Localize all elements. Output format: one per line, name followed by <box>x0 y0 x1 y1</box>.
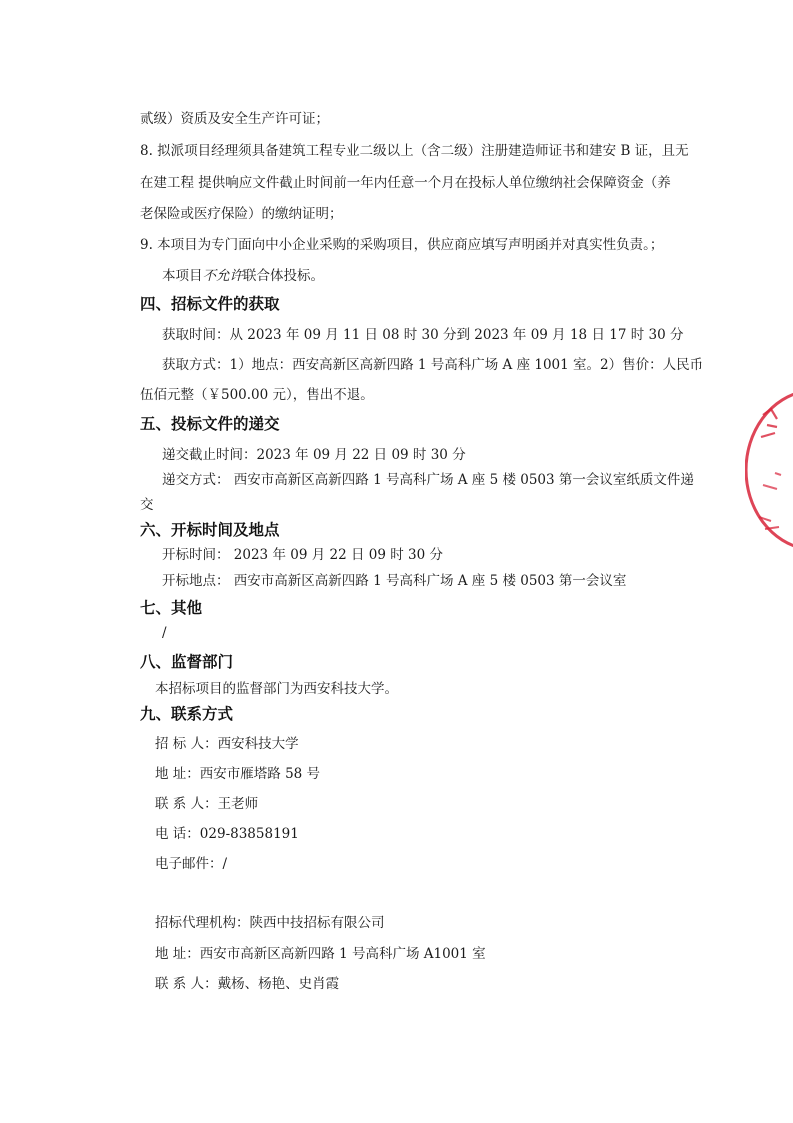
contact-address <box>155 765 320 783</box>
requirement-continuation: 贰级）资质及安全生产许可证； <box>140 111 329 127</box>
seal-stamp-partial-icon <box>745 385 793 555</box>
contact-email-value: / <box>222 856 228 872</box>
submission-method-line-2: 交 <box>140 497 154 513</box>
consortium-emphasis: 不允许 <box>202 268 243 284</box>
agency-address <box>155 945 486 963</box>
section-4-title: 四、招标文件的获取 <box>140 295 280 313</box>
contact-email-label: 电子邮件： <box>155 856 223 872</box>
acquisition-method-line-2: 伍佰元整（￥500.00 元），售出不退。 <box>140 387 374 403</box>
contact-person-label: 联 系 人： <box>155 796 218 812</box>
agency-address-value: 西安市高新区高新四路 1 号高科广场 A1001 室 <box>199 946 486 962</box>
supervision-content: 本招标项目的监督部门为西安科技大学。 <box>155 681 398 697</box>
contact-tenderer <box>155 735 299 753</box>
contact-address-label: 地 址： <box>155 766 200 782</box>
section-5-title: 五、投标文件的递交 <box>140 415 280 433</box>
contact-person <box>155 795 258 813</box>
contact-person-value: 王老师 <box>217 796 259 812</box>
requirement-9: 9. 本项目为专门面向中小企业采购的采购项目，供应商应填写声明函并对真实性负责。； <box>140 237 664 253</box>
requirement-8-line-2: 在建工程 提供响应文件截止时间前一年内任意一个月在投标人单位缴纳社会保障资金（养 <box>140 175 671 191</box>
requirement-8-line-1: 8. 拟派项目经理须具备建筑工程专业二级以上（含二级）注册建造师证书和建安 B 证，且无 <box>140 143 689 159</box>
agency-address-label: 地 址： <box>155 946 200 962</box>
agency-name-label: 招标代理机构： <box>155 915 250 931</box>
requirement-8-line-3: 老保险或医疗保险）的缴纳证明； <box>140 206 343 222</box>
contact-email <box>155 855 227 873</box>
submission-method-line-1: 递交方式： 西安市高新区高新四路 1 号高科广场 A 座 5 楼 0503 第一会议室纸质文件递 <box>162 472 694 488</box>
contact-tenderer-label: 招 标 人： <box>155 736 218 752</box>
opening-place: 开标地点： 西安市高新区高新四路 1 号高科广场 A 座 5 楼 0503 第一会议室 <box>162 573 627 589</box>
opening-time: 开标时间： 2023 年 09 月 22 日 09 时 30 分 <box>162 547 443 563</box>
section-9-title: 九、联系方式 <box>140 705 234 723</box>
section-7-title: 七、其他 <box>140 599 203 617</box>
contact-phone-value: 029-83858191 <box>199 826 299 842</box>
consortium-prefix: 本项目 <box>162 268 203 284</box>
section-6-title: 六、开标时间及地点 <box>140 521 280 539</box>
submission-deadline: 递交截止时间：2023 年 09 月 22 日 09 时 30 分 <box>162 447 466 463</box>
consortium-suffix: 联合体投标。 <box>243 268 324 284</box>
contact-phone-label: 电 话： <box>155 826 200 842</box>
section-8-title: 八、监督部门 <box>140 653 234 671</box>
agency-contact-value: 戴杨、杨艳、史肖霞 <box>217 976 340 992</box>
contact-phone <box>155 825 299 843</box>
agency-name-value: 陕西中技招标有限公司 <box>249 915 385 931</box>
acquisition-time: 获取时间：从 2023 年 09 月 11 日 08 时 30 分到 2023 年 09 月 18 日 17 时 30 分 <box>162 327 684 343</box>
agency-name <box>155 914 385 932</box>
agency-contact <box>155 975 339 993</box>
agency-contact-label: 联 系 人： <box>155 976 218 992</box>
consortium-statement <box>162 267 324 285</box>
contact-tenderer-value: 西安科技大学 <box>217 736 299 752</box>
contact-address-value: 西安市雁塔路 58 号 <box>199 766 321 782</box>
acquisition-method-line-1: 获取方式：1）地点：西安高新区高新四路 1 号高科广场 A 座 1001 室。2）售价：人民币 <box>162 357 704 373</box>
other-content: / <box>162 625 167 641</box>
